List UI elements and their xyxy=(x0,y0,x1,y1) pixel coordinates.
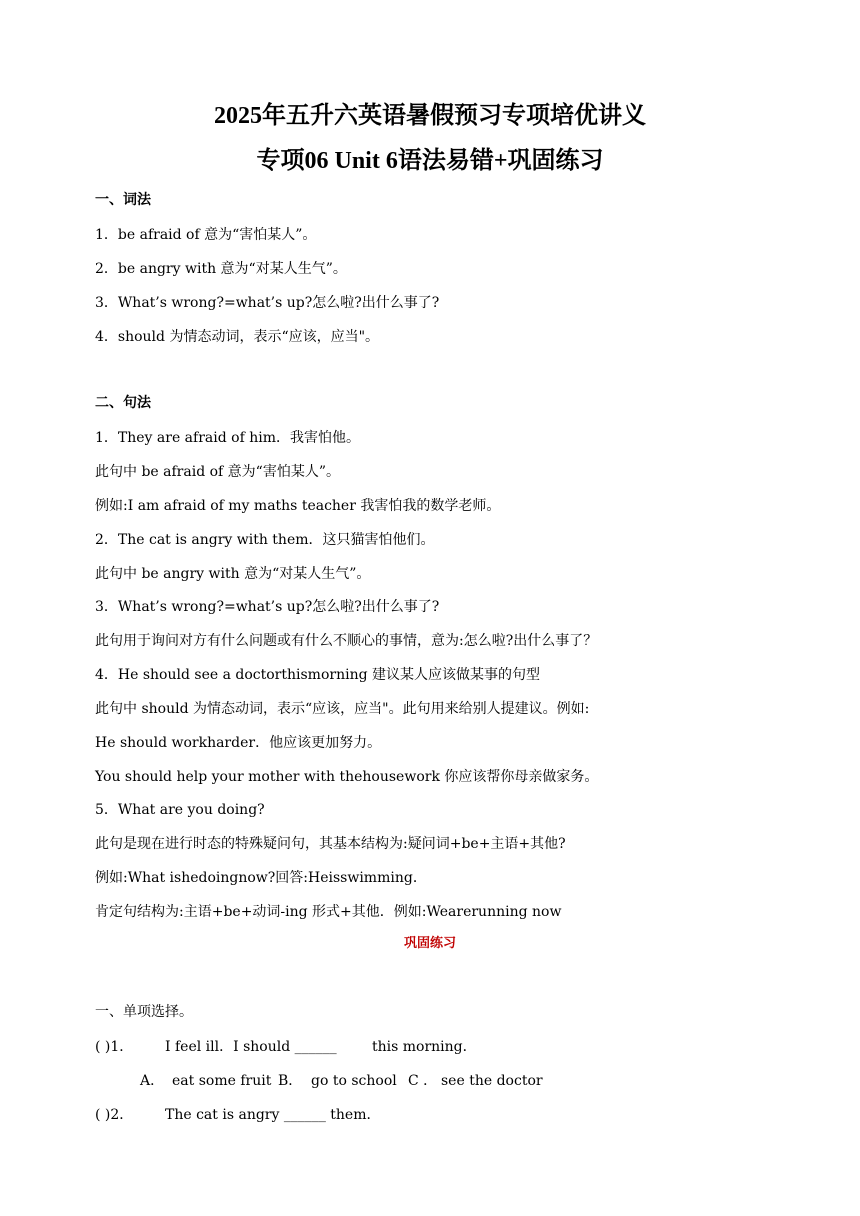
doc-subtitle: 专项06 Unit 6语法易错+巩固练习 xyxy=(256,148,604,174)
option-a-label: A． xyxy=(140,1073,165,1089)
lexical-item: 2．be angry with 意为“对某人生气”。 xyxy=(95,261,347,277)
question-2-stem: The cat is angry ______ them． xyxy=(165,1107,381,1123)
syntax-line: 此句中 be angry with 意为“对某人生气”。 xyxy=(95,566,371,582)
practice-section-heading: 一、单项选择。 xyxy=(95,1004,193,1020)
lexical-item: 3．What’s wrong?=what’s up?怎么啦?出什么事了? xyxy=(95,295,440,311)
section-heading-syntax: 二、句法 xyxy=(95,395,151,411)
doc-title: 2025年五升六英语暑假预习专项培优讲义 xyxy=(214,103,646,129)
syntax-line: 例如:What ishedoingnow?回答:Heisswimming． xyxy=(95,870,427,886)
lexical-item: 1．be afraid of 意为“害怕某人”。 xyxy=(95,227,317,243)
syntax-line: 例如:I am afraid of my maths teacher 我害怕我的数学老师。 xyxy=(95,498,501,514)
syntax-line: 此句中 be afraid of 意为“害怕某人”。 xyxy=(95,464,340,480)
syntax-line: 此句用于询问对方有什么问题或有什么不顺心的事情，意为:怎么啦?出什么事了？ xyxy=(95,633,598,649)
syntax-line: 3．What’s wrong?=what’s up?怎么啦?出什么事了? xyxy=(95,599,440,615)
syntax-line: 此句中 should 为情态动词，表示“应该，应当"。此句用来给别人提建议。例如: xyxy=(95,701,590,717)
syntax-line: You should help your mother with thehousework 你应该帮你母亲做家务。 xyxy=(95,769,599,785)
option-b-text: go to school xyxy=(311,1073,397,1089)
practice-title: 巩固练习 xyxy=(403,936,456,951)
syntax-line: 1．They are afraid of him．我害怕他。 xyxy=(95,430,360,446)
question-1-number: ( )1． xyxy=(95,1039,134,1055)
syntax-line: 2．The cat is angry with them．这只猫害怕他们。 xyxy=(95,532,435,548)
section-heading-lexical: 一、词法 xyxy=(95,192,151,208)
question-2-number: ( )2． xyxy=(95,1107,134,1123)
syntax-line: He should workharder．他应该更加努力。 xyxy=(95,735,382,751)
option-c-text: see the doctor xyxy=(441,1073,543,1089)
lexical-item: 4．should 为情态动词，表示“应该，应当"。 xyxy=(95,329,380,345)
option-c-label: C ． xyxy=(408,1073,438,1089)
syntax-line: 此句是现在进行时态的特殊疑问句，其基本结构为:疑问词+be+主语+其他? xyxy=(95,836,566,852)
question-1-tail: this morning． xyxy=(372,1039,477,1055)
option-a-text: eat some fruit xyxy=(172,1073,272,1089)
syntax-line: 5．What are you doing? xyxy=(95,802,265,818)
question-1-stem: I feel ill．I should ______ xyxy=(165,1039,337,1055)
syntax-line: 肯定句结构为:主语+be+动词-ing 形式+其他．例如:Wearerunning now xyxy=(95,904,562,920)
syntax-line: 4．He should see a doctorthismorning 建议某人应该做某事的句型 xyxy=(95,667,540,683)
option-b-label: B． xyxy=(278,1073,303,1089)
